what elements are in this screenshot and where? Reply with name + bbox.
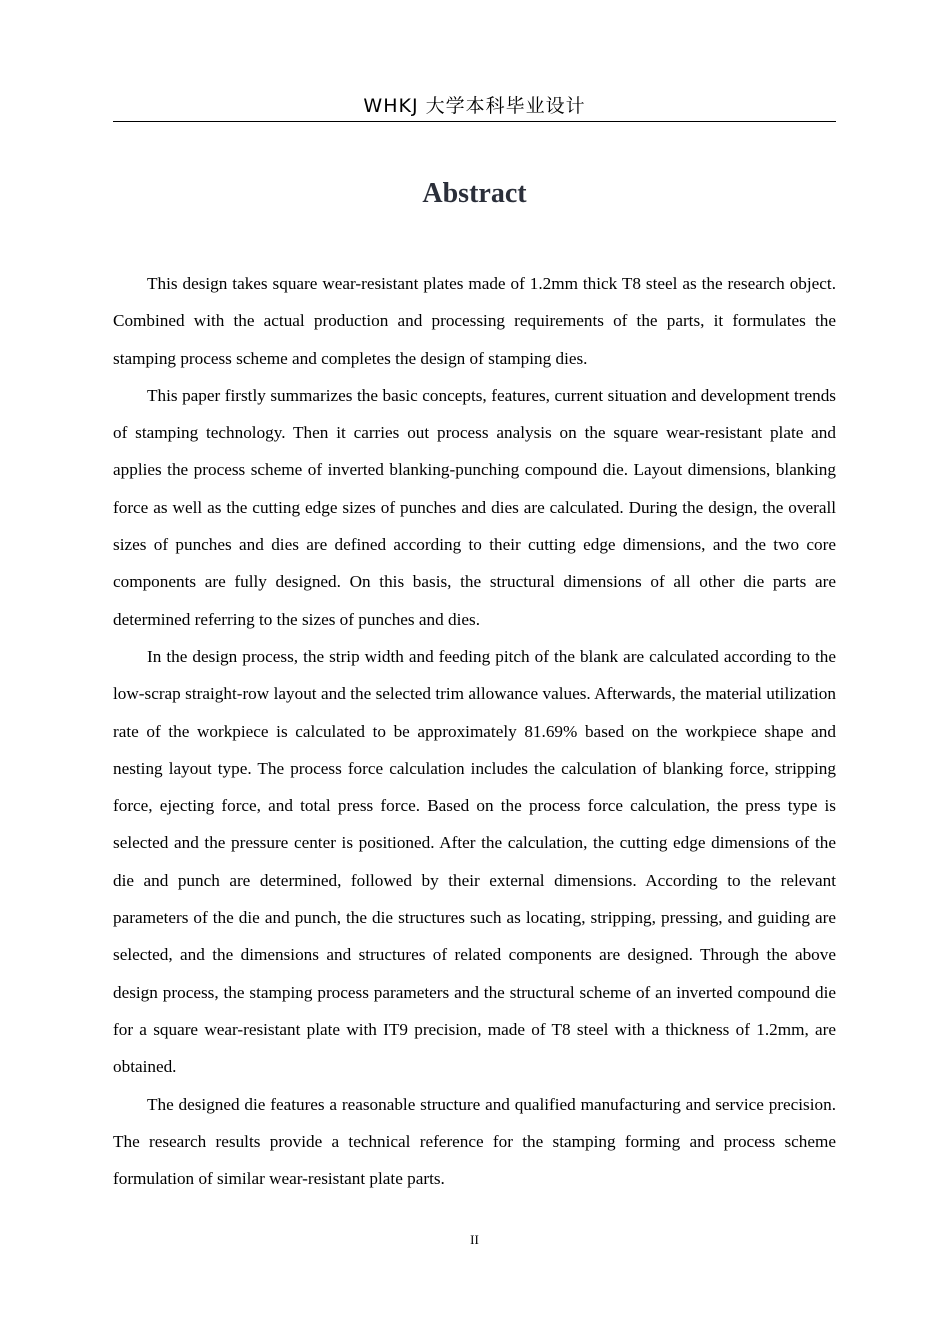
page-number: II — [470, 1232, 479, 1247]
running-header: WHKJ 大学本科毕业设计 — [363, 95, 586, 117]
abstract-paragraph-3: In the design process, the strip width and feeding pitch of the blank are calculated according to the low-scrap straight-row layout and the selected trim allowance values. Afterwards, the material utilization rate of the workpiece is calculated to be approximately 81.69% based on the workpiece shape and nesting layout type. The process force calculation includes the calculation of blanking force, stripping force, ejecting force, and total press force. Based on the process force calculation, the press type is selected and the pressure center is positioned. After the calculation, the cutting edge dimensions of the die and punch are determined, followed by their external dimensions. According to the relevant parameters of the die and punch, the die structures such as locating, stripping, pressing, and guiding are selected, and the dimensions and structures of related components are designed. Through the above design process, the stamping process parameters and the structural scheme of an inverted compound die for a square wear-resistant plate with IT9 precision, made of T8 steel with a thickness of 1.2mm, are obtained. — [113, 646, 836, 1077]
abstract-paragraph-4: The designed die features a reasonable structure and qualified manufacturing and service precision. The research results provide a technical reference for the stamping forming and process scheme formulation of similar wear-resistant plate parts. — [113, 1094, 836, 1189]
abstract-paragraph-1: This design takes square wear-resistant plates made of 1.2mm thick T8 steel as the research object. Combined with the actual production and processing requirements of the parts, it formulates the stamping process scheme and completes the design of stamping dies. — [113, 274, 836, 368]
abstract-paragraph-2: This paper firstly summarizes the basic concepts, features, current situation and development trends of stamping technology. Then it carries out process analysis on the square wear-resistant plate and applies the process scheme of inverted blanking-punching compound die. Layout dimensions, blanking force as well as the cutting edge sizes of punches and dies are calculated. During the design, the overall sizes of punches and dies are defined according to their cutting edge dimensions, and the two core components are fully designed. On this basis, the structural dimensions of all other die parts are determined referring to the sizes of punches and dies. — [113, 385, 836, 629]
header-rule — [113, 121, 836, 122]
page-title: Abstract — [422, 178, 527, 209]
abstract-body — [113, 265, 836, 1197]
